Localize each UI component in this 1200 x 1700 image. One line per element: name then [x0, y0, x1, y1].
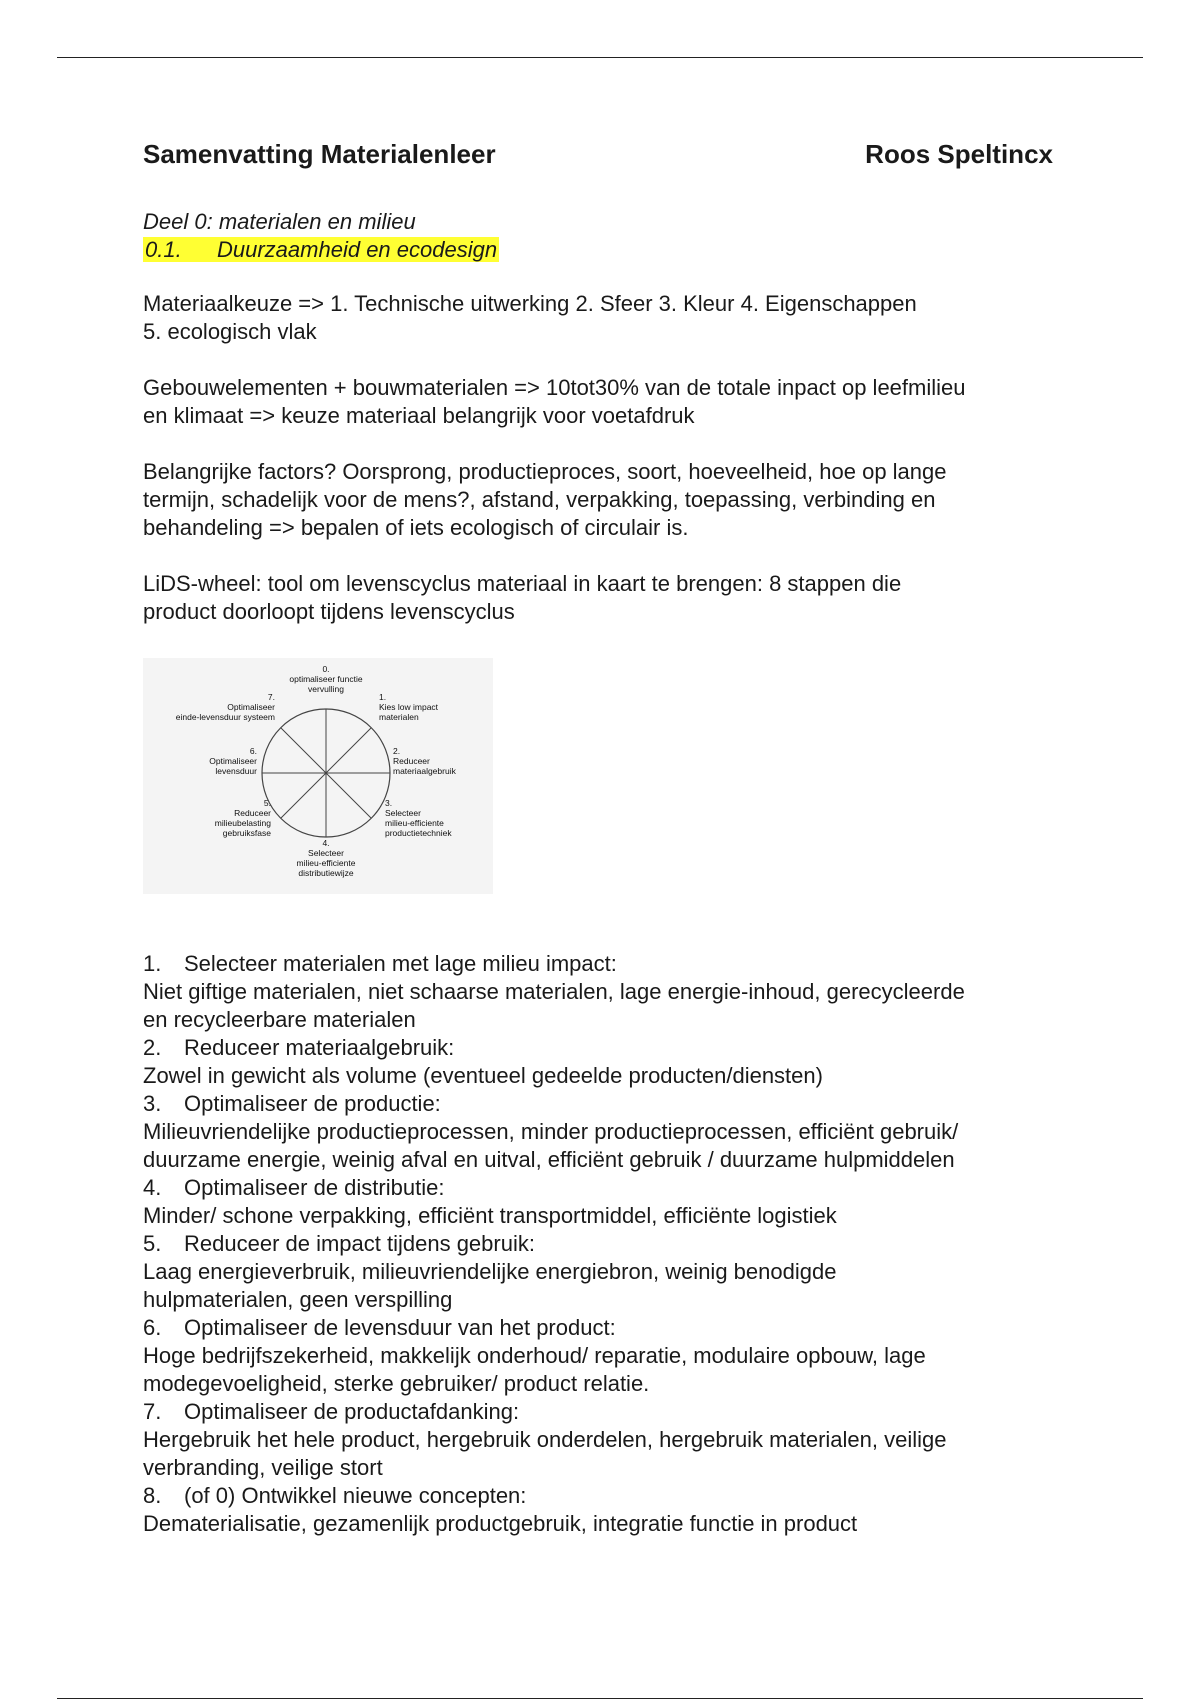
- step-body-line: Hoge bedrijfszekerheid, makkelijk onderhoud/ reparatie, modulaire opbouw, lage: [143, 1343, 926, 1368]
- step-title-text: Reduceer de impact tijdens gebruik:: [184, 1231, 535, 1256]
- section-number: 0.1.: [145, 237, 182, 262]
- wheel-label-line: productietechniek: [385, 828, 452, 838]
- step-title: [143, 950, 1053, 978]
- step-number: 4.: [143, 1175, 162, 1200]
- step-body-line: Dematerialisatie, gezamenlijk productgebruik, integratie functie in product: [143, 1511, 858, 1536]
- wheel-label-line: milieu-efficiente: [385, 818, 444, 828]
- wheel-label-line: 0.: [322, 664, 330, 674]
- steps-list: [143, 950, 1053, 1538]
- document-title: Samenvatting Materialenleer: [143, 139, 496, 169]
- wheel-label-line: milieu-efficiente: [296, 858, 356, 868]
- wheel-label-line: vervulling: [308, 684, 344, 694]
- lids-wheel-diagram: [143, 658, 493, 894]
- wheel-label-line: milieubelasting: [214, 818, 271, 828]
- step-body-line: verbranding, veilige stort: [143, 1455, 383, 1480]
- step-title-text: Optimaliseer de distributie:: [184, 1175, 445, 1200]
- paragraph: [143, 570, 1053, 626]
- step-number: 2.: [143, 1035, 162, 1060]
- step-title-text: Reduceer materiaalgebruik:: [184, 1035, 455, 1060]
- paragraph-line: LiDS-wheel: tool om levenscyclus materiaal in kaart te brengen: 8 stappen die: [143, 571, 902, 596]
- wheel-label-line: Reduceer: [234, 808, 271, 818]
- wheel-label-line: Selecteer: [385, 808, 421, 818]
- wheel-label-line: 7.: [267, 692, 275, 702]
- step-number: 8.: [143, 1483, 162, 1508]
- step-title: [143, 1482, 1053, 1510]
- wheel-label-line: Optimaliseer: [209, 756, 257, 766]
- step-title: [143, 1034, 1053, 1062]
- paragraph-line: product doorloopt tijdens levenscyclus: [143, 599, 515, 624]
- paragraph-line: Materiaalkeuze => 1. Technische uitwerking 2. Sfeer 3. Kleur 4. Eigenschappen: [143, 291, 917, 316]
- step-number: 3.: [143, 1091, 162, 1116]
- wheel-label-line: Selecteer: [308, 848, 344, 858]
- wheel-label-line: Reduceer: [393, 756, 430, 766]
- step-number: 6.: [143, 1315, 162, 1340]
- step-title-text: (of 0) Ontwikkel nieuwe concepten:: [184, 1483, 527, 1508]
- paragraph: [143, 374, 1053, 430]
- paragraph: [143, 290, 1053, 346]
- step-body-line: Laag energieverbruik, milieuvriendelijke energiebron, weinig benodigde: [143, 1259, 837, 1284]
- step-title: [143, 1314, 1053, 1342]
- paragraph-line: Belangrijke factors? Oorsprong, productieproces, soort, hoeveelheid, hoe op lange: [143, 459, 947, 484]
- highlighted-heading: [143, 237, 499, 262]
- wheel-label-line: materiaalgebruik: [393, 766, 456, 776]
- paragraph-line: Gebouwelementen + bouwmaterialen => 10tot30% van de totale inpact op leefmilieu: [143, 375, 966, 400]
- wheel-label-line: einde-levensduur systeem: [175, 712, 275, 722]
- step-body-line: Milieuvriendelijke productieprocessen, minder productieprocessen, efficiënt gebruik/: [143, 1119, 959, 1144]
- wheel-label-line: 6.: [249, 746, 257, 756]
- step-body-line: Hergebruik het hele product, hergebruik onderdelen, hergebruik materialen, veilige: [143, 1427, 947, 1452]
- step-title-text: Optimaliseer de productafdanking:: [184, 1399, 520, 1424]
- step-number: 5.: [143, 1231, 162, 1256]
- wheel-label-line: 2.: [393, 746, 401, 756]
- step-body-line: en recycleerbare materialen: [143, 1007, 416, 1032]
- wheel-label-line: optimaliseer functie: [289, 674, 363, 684]
- paragraphs: [143, 290, 1053, 626]
- step-title: [143, 1090, 1053, 1118]
- wheel-label-line: Kies low impact: [379, 702, 439, 712]
- wheel-label-line: levensduur: [215, 766, 257, 776]
- step-body-line: hulpmaterialen, geen verspilling: [143, 1287, 453, 1312]
- top-rule: [57, 57, 1143, 58]
- step-body-line: Minder/ schone verpakking, efficiënt transportmiddel, efficiënte logistiek: [143, 1203, 837, 1228]
- document-body: [143, 140, 1053, 1538]
- step-body-line: modegevoeligheid, sterke gebruiker/ product relatie.: [143, 1371, 650, 1396]
- step-body-line: duurzame energie, weinig afval en uitval, efficiënt gebruik / duurzame hulpmiddelen: [143, 1147, 955, 1172]
- step-title-text: Selecteer materialen met lage milieu impact:: [184, 951, 617, 976]
- part-label: Deel 0: materialen en milieu: [143, 209, 416, 234]
- bottom-rule: [57, 1698, 1143, 1699]
- step-title-text: Optimaliseer de levensduur van het product:: [184, 1315, 616, 1340]
- step-number: 7.: [143, 1399, 162, 1424]
- wheel-label-line: materialen: [379, 712, 419, 722]
- step-body-line: Niet giftige materialen, niet schaarse materialen, lage energie-inhoud, gerecycleerde: [143, 979, 965, 1004]
- step-title: [143, 1230, 1053, 1258]
- wheel-label-line: 4.: [322, 838, 330, 848]
- header: [143, 140, 1053, 176]
- paragraph-line: en klimaat => keuze materiaal belangrijk voor voetafdruk: [143, 403, 695, 428]
- step-title-text: Optimaliseer de productie:: [184, 1091, 441, 1116]
- wheel-label-line: gebruiksfase: [222, 828, 271, 838]
- step-number: 1.: [143, 951, 162, 976]
- step-title: [143, 1398, 1053, 1426]
- step-body-line: Zowel in gewicht als volume (eventueel gedeelde producten/diensten): [143, 1063, 823, 1088]
- paragraph-line: 5. ecologisch vlak: [143, 319, 317, 344]
- wheel-label-line: 5.: [263, 798, 271, 808]
- paragraph: [143, 458, 1053, 542]
- wheel-label-line: Optimaliseer: [227, 702, 275, 712]
- paragraph-line: termijn, schadelijk voor de mens?, afstand, verpakking, toepassing, verbinding en: [143, 487, 936, 512]
- wheel-label-line: 1.: [379, 692, 387, 702]
- wheel-label-line: 3.: [385, 798, 393, 808]
- document-author: Roos Speltincx: [865, 139, 1053, 169]
- lids-wheel-svg: [143, 658, 493, 894]
- section-heading: [143, 236, 1053, 264]
- wheel-label-line: distributiewijze: [298, 868, 354, 878]
- step-title: [143, 1174, 1053, 1202]
- section-title: Duurzaamheid en ecodesign: [217, 237, 498, 262]
- paragraph-line: behandeling => bepalen of iets ecologisch of circulair is.: [143, 515, 689, 540]
